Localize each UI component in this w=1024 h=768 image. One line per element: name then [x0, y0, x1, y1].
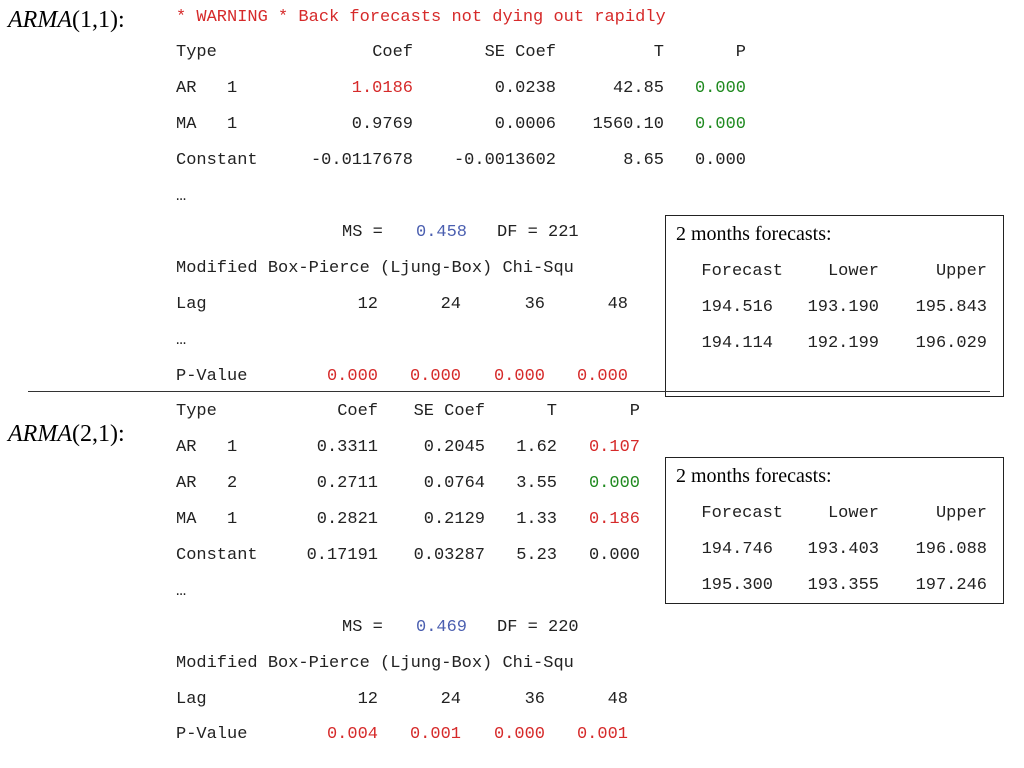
model2-row3-p: 0.186: [588, 510, 640, 529]
model1-label-italic: ARMA: [8, 7, 72, 33]
model2-forecast-header-forecast: Forecast: [701, 504, 783, 523]
model1-row3-type: Constant: [176, 151, 258, 170]
model2-row1-type: AR 1: [176, 438, 238, 457]
model2-row3-se: 0.2129: [423, 510, 485, 529]
model2-boxpierce: Modified Box-Pierce (Ljung-Box) Chi-Squ: [176, 654, 574, 673]
model1-lag-label: Lag: [176, 295, 207, 314]
model1-row3-coef: -0.0117678: [310, 151, 413, 170]
model1-header-se: SE Coef: [484, 43, 556, 62]
model1-row1-t: 42.85: [612, 79, 664, 98]
model2-ms-value: 0.469: [416, 618, 468, 637]
model2-label-rest: (2,1):: [71, 421, 125, 447]
model2-header-type: Type: [176, 402, 217, 421]
model2-forecast-r1-upper: 196.088: [915, 540, 987, 559]
model2-header-se: SE Coef: [413, 402, 485, 421]
model1-ms-label: MS =: [342, 223, 383, 242]
model2-row4-t: 5.23: [516, 546, 557, 565]
model1-ellipsis-2: …: [176, 331, 187, 350]
model1-forecast-header-upper: Upper: [935, 262, 987, 281]
model2-row4-coef: 0.17191: [306, 546, 378, 565]
model1-row1-type: AR 1: [176, 79, 238, 98]
model1-forecast-r2-lower: 192.199: [807, 334, 879, 353]
model1-row3-t: 8.65: [623, 151, 664, 170]
model1-ellipsis-1: …: [176, 187, 187, 206]
model2-lag-label: Lag: [176, 690, 207, 709]
model2-forecast-r2-lower: 193.355: [807, 576, 879, 595]
model2-row1-se: 0.2045: [423, 438, 485, 457]
model1-lag-2: 24: [440, 295, 461, 314]
model2-lag-1: 12: [357, 690, 378, 709]
model1-row2-type: MA 1: [176, 115, 238, 134]
model2-forecast-box: [665, 457, 1004, 604]
section-divider: [28, 391, 990, 392]
model1-header-coef: Coef: [372, 43, 413, 62]
model1-forecast-header-lower: Lower: [827, 262, 879, 281]
model2-header-coef: Coef: [337, 402, 378, 421]
model2-row4-se: 0.03287: [413, 546, 485, 565]
model2-forecast-r2-upper: 197.246: [915, 576, 987, 595]
model1-row2-p: 0.000: [694, 115, 746, 134]
model2-header-t: T: [546, 402, 557, 421]
model1-pvalue-1: 0.000: [326, 367, 378, 386]
model1-forecast-r1-lower: 193.190: [807, 298, 879, 317]
model1-header-p: P: [735, 43, 746, 62]
model1-forecast-title: 2 months forecasts:: [676, 223, 832, 245]
model2-forecast-title: 2 months forecasts:: [676, 465, 832, 487]
model2-df: DF = 220: [497, 618, 579, 637]
model2-lag-2: 24: [440, 690, 461, 709]
model2-pvalue-1: 0.004: [326, 725, 378, 744]
model1-header-type: Type: [176, 43, 217, 62]
model1-forecast-header-forecast: Forecast: [701, 262, 783, 281]
model2-pvalue-3: 0.000: [493, 725, 545, 744]
model1-boxpierce: Modified Box-Pierce (Ljung-Box) Chi-Squ: [176, 259, 574, 278]
model1-label-rest: (1,1):: [71, 7, 125, 33]
model2-header-p: P: [629, 402, 640, 421]
model2-row4-type: Constant: [176, 546, 258, 565]
model1-lag-4: 48: [607, 295, 628, 314]
model2-pvalue-4: 0.001: [576, 725, 628, 744]
model2-pvalue-2: 0.001: [409, 725, 461, 744]
model1-forecast-r2-forecast: 194.114: [701, 334, 773, 353]
model2-row2-t: 3.55: [516, 474, 557, 493]
model1-row2-coef: 0.9769: [351, 115, 413, 134]
model1-pvalue-3: 0.000: [493, 367, 545, 386]
model2-lag-3: 36: [524, 690, 545, 709]
model1-forecast-r1-upper: 195.843: [915, 298, 987, 317]
model2-label-italic: ARMA: [8, 421, 72, 447]
model1-header-t: T: [653, 43, 664, 62]
model1-ms-value: 0.458: [416, 223, 468, 242]
model1-row3-se: -0.0013602: [453, 151, 556, 170]
model2-row2-se: 0.0764: [423, 474, 485, 493]
model2-row4-p: 0.000: [588, 546, 640, 565]
model1-row1-se: 0.0238: [494, 79, 556, 98]
model1-row3-p: 0.000: [694, 151, 746, 170]
model1-forecast-box: [665, 215, 1004, 397]
model1-row2-se: 0.0006: [494, 115, 556, 134]
model2-row3-coef: 0.2821: [316, 510, 378, 529]
model1-row2-t: 1560.10: [592, 115, 664, 134]
model1-label: [8, 6, 125, 34]
model2-lag-4: 48: [607, 690, 628, 709]
model1-pvalue-4: 0.000: [576, 367, 628, 386]
model2-forecast-r1-lower: 193.403: [807, 540, 879, 559]
model1-pvalue-label: P-Value: [176, 367, 248, 386]
model2-forecast-r2-forecast: 195.300: [701, 576, 773, 595]
model2-row1-coef: 0.3311: [316, 438, 378, 457]
model1-forecast-r2-upper: 196.029: [915, 334, 987, 353]
model2-ellipsis-1: …: [176, 582, 187, 601]
model1-warning: * WARNING * Back forecasts not dying out rapidly: [176, 8, 666, 27]
model2-row3-t: 1.33: [516, 510, 557, 529]
model1-lag-3: 36: [524, 295, 545, 314]
model1-lag-1: 12: [357, 295, 378, 314]
model2-forecast-header-lower: Lower: [827, 504, 879, 523]
model2-forecast-header-upper: Upper: [935, 504, 987, 523]
model2-row2-p: 0.000: [588, 474, 640, 493]
model2-row1-t: 1.62: [516, 438, 557, 457]
model1-forecast-r1-forecast: 194.516: [701, 298, 773, 317]
model1-row1-coef: 1.0186: [351, 79, 413, 98]
model2-row2-coef: 0.2711: [316, 474, 378, 493]
model2-row1-p: 0.107: [588, 438, 640, 457]
model2-row3-type: MA 1: [176, 510, 238, 529]
model1-df: DF = 221: [497, 223, 579, 242]
model1-pvalue-2: 0.000: [409, 367, 461, 386]
model1-row1-p: 0.000: [694, 79, 746, 98]
model2-forecast-r1-forecast: 194.746: [701, 540, 773, 559]
model2-ms-label: MS =: [342, 618, 383, 637]
model2-row2-type: AR 2: [176, 474, 238, 493]
model2-pvalue-label: P-Value: [176, 725, 248, 744]
model2-label: [8, 420, 125, 448]
